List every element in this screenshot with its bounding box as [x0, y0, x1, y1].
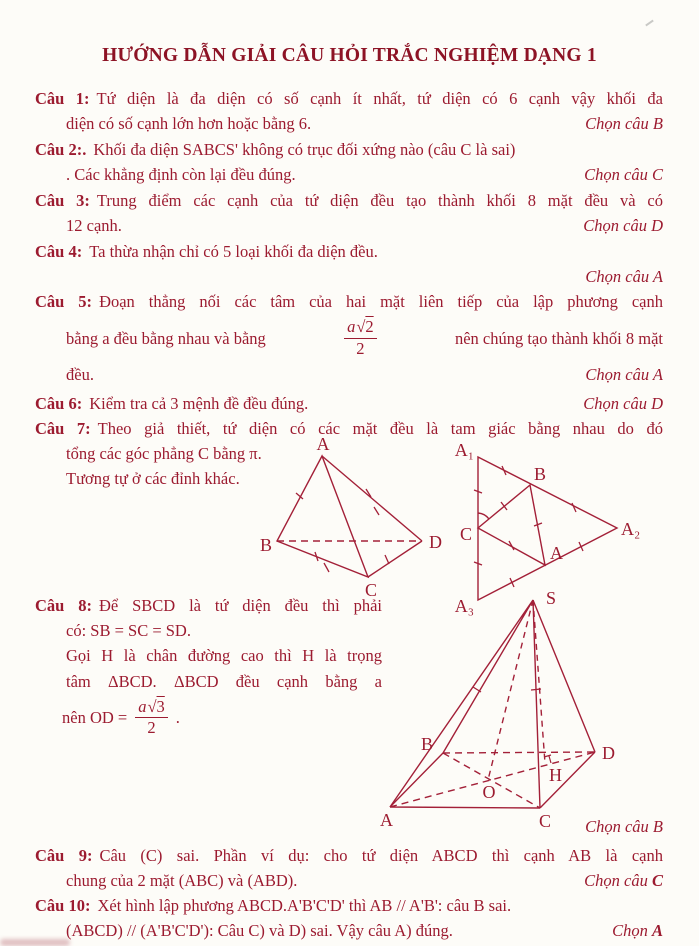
question-8-line-4: tâm ΔBCD. ΔBCD đều cạnh bằng a: [66, 671, 382, 691]
pyramid-altitude-sh: [533, 600, 545, 763]
tri-vertex-label-a3: A₃: [454, 596, 474, 616]
pyr-vertex-label-a: A: [380, 810, 393, 830]
question-8-label: Câu 8:: [35, 596, 92, 615]
angle-arc-at-c: [478, 513, 489, 519]
question-3-line-1: Câu 3: Trung điểm các cạnh của tứ diện đều tạo thành khối 8 mặt đều và có: [35, 191, 663, 210]
question-1-line-1: Câu 1: Tứ diện là đa diện có số cạnh ít nhất, tứ diện có 6 cạnh vậy khối đa: [35, 89, 663, 108]
tri-vertex-label-b: B: [534, 464, 547, 484]
pyramid-base-diagonal-ad: [390, 752, 595, 807]
pyramid-base-diagonal-bc: [443, 753, 540, 808]
question-4: [35, 239, 663, 289]
question-6-answer: Chọn câu D: [583, 394, 663, 413]
pyramid-segment-so: [488, 600, 533, 780]
pyramid-base-front-edges: [390, 752, 595, 808]
tri-vertex-label-c: C: [459, 524, 472, 544]
question-10: [35, 893, 663, 943]
question-5-line-3: đều.: [66, 365, 94, 385]
right-angle-mark-at-h: [544, 755, 551, 763]
question-3-label: Câu 3:: [35, 191, 90, 210]
tetra-vertex-label-b: B: [259, 535, 272, 555]
question-4-answer: Chọn câu A: [585, 267, 663, 287]
radical-sign: √: [147, 696, 157, 716]
fraction-a-sqrt2-over-2: a √ 2 2: [344, 318, 377, 358]
question-7-line-1: Câu 7: Theo giả thiết, tứ diện có các mặt đều là tam giác bằng nhau do đó: [35, 419, 663, 438]
tri-vertex-label-a: A: [550, 543, 563, 563]
question-6: [35, 391, 663, 416]
triangle-inner-edges: [478, 485, 545, 565]
question-1-answer: Chọn câu B: [585, 114, 663, 134]
pyramid-tick-marks: [473, 687, 541, 692]
question-8-line-2: có: SB = SC = SD.: [66, 621, 191, 641]
question-9: [35, 843, 663, 893]
fraction-a-sqrt3-over-2: a √ 3 2: [135, 698, 168, 738]
question-8-line-3: Gọi H là chân đường cao thì H là trọng: [66, 646, 382, 666]
tri-vertex-label-a1: A₁: [454, 440, 474, 460]
question-10-answer: Chọn A: [612, 921, 663, 941]
question-2: [35, 137, 663, 187]
question-2-line-2: . Các khẳng định còn lại đều đúng.: [66, 165, 296, 185]
question-4-label: Câu 4:: [35, 242, 83, 261]
pyr-vertex-label-s: S: [546, 588, 557, 608]
question-10-line-2: (ABCD) // (A'B'C'D'): Câu C) và D) sai. Vậy câu A) đúng.: [66, 921, 453, 941]
page-title: HƯỚNG DẪN GIẢI CÂU HỎI TRẮC NGHIỆM DẠNG 1: [102, 45, 597, 66]
pyramid-lateral-edges: [390, 600, 595, 808]
question-3-answer: Chọn câu D: [583, 216, 663, 236]
pyramid-hidden-edge-bd: [443, 752, 595, 753]
question-2-answer: Chọn câu C: [584, 165, 663, 185]
question-5-formula-line: bằng a đều bằng nhau và bằng a √ 2 2 nên chúng tạo thành khối 8 mặt: [66, 317, 663, 358]
pyr-vertex-label-b: B: [420, 734, 433, 754]
question-1-label: Câu 1:: [35, 89, 90, 108]
tetra-vertex-label-c: C: [364, 580, 378, 600]
question-6-label: Câu 6:: [35, 394, 83, 413]
question-10-line-1: Câu 10: Xét hình lập phương ABCD.A'B'C'D' thì AB // A'B': câu B sai.: [35, 896, 512, 915]
question-8-line-1: Câu 8: Để SBCD là tứ diện đều thì phải: [35, 596, 382, 615]
pyr-point-label-h: H: [549, 765, 562, 785]
question-8-formula-line: nên OD = a √ 3 2 .: [62, 696, 180, 738]
pyr-vertex-label-c: C: [538, 811, 552, 831]
scan-artifact-mark: [645, 20, 654, 27]
pyr-point-label-o: O: [482, 782, 496, 802]
question-9-line-2: chung của 2 mặt (ABC) và (ABD).: [66, 871, 298, 891]
pyr-vertex-label-d: D: [602, 743, 615, 763]
question-5-answer: Chọn câu A: [585, 365, 663, 385]
question-7-line-2: tổng các góc phẳng C bằng π.: [66, 444, 262, 464]
question-2-label: Câu 2:.: [35, 140, 87, 159]
question-5: [35, 289, 663, 387]
question-1-line-2: diện có số cạnh lớn hơn hoặc bằng 6.: [66, 114, 312, 134]
question-9-line-1: Câu 9: Câu (C) sai. Phần ví dụ: cho tứ diện ABCD thì cạnh AB là cạnh: [35, 846, 663, 865]
scan-artifact-smudge: [0, 939, 70, 946]
tetrahedron-tick-marks: [296, 489, 389, 572]
question-5-label: Câu 5:: [35, 292, 93, 311]
question-7-line-3: Tương tự ở các đỉnh khác.: [66, 469, 240, 489]
question-2-line-1: Câu 2:. Khối đa diện SABCS' không có trục đối xứng nào (câu C là sai): [35, 140, 516, 159]
question-8-answer: Chọn câu B: [585, 817, 663, 836]
radical-sign: √: [356, 317, 366, 337]
question-1: [35, 86, 663, 136]
tetra-vertex-label-a: A: [316, 434, 330, 454]
question-6-line-1: Câu 6: Kiểm tra cả 3 mệnh đề đều đúng.: [35, 394, 309, 413]
pyramid-figure: [390, 600, 595, 808]
question-3-line-2: 12 cạnh.: [66, 216, 122, 236]
tetra-vertex-label-d: D: [429, 532, 442, 552]
question-9-label: Câu 9:: [35, 846, 93, 865]
question-4-line-1: Câu 4: Ta thừa nhận chỉ có 5 loại khối đa diện đều.: [35, 242, 378, 261]
question-3: [35, 188, 663, 238]
question-5-line-1: Câu 5: Đoạn thẳng nối các tâm của hai mặt liên tiếp của lập phương cạnh: [35, 292, 663, 311]
question-8: [35, 593, 382, 742]
question-9-answer: Chọn câu C: [584, 871, 663, 891]
question-7-label: Câu 7:: [35, 419, 91, 438]
question-10-label: Câu 10:: [35, 896, 91, 915]
question-7: [35, 416, 663, 492]
tri-vertex-label-a2: A₂: [621, 519, 641, 539]
pyramid-labels: [380, 588, 615, 831]
